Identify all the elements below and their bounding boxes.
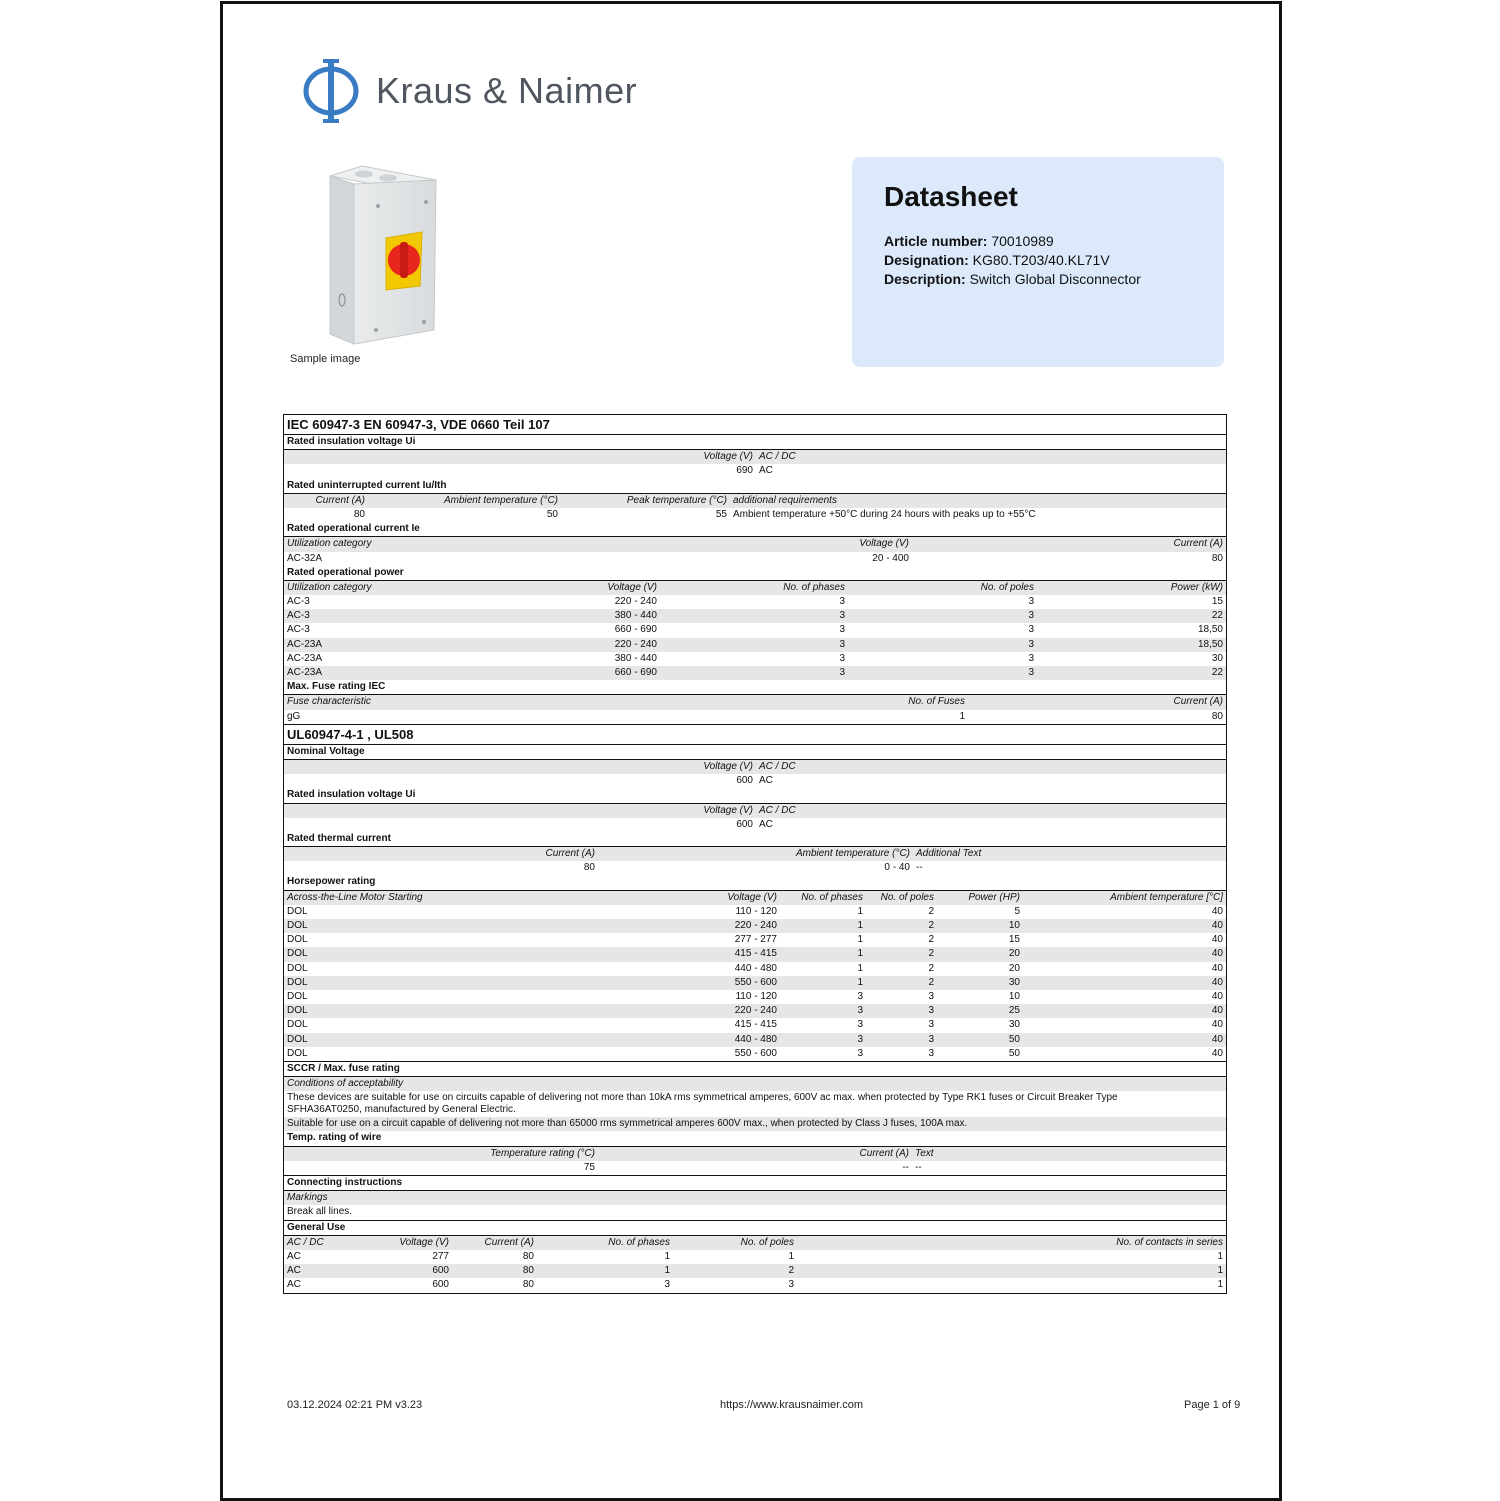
phi-logo-icon [302, 57, 360, 125]
table-cell: 2 [928, 920, 934, 931]
table-cell: AC / DC [759, 451, 796, 463]
table-cell: Horsepower rating [287, 876, 376, 888]
table-cell: 2 [928, 905, 934, 917]
table-row [284, 1091, 1226, 1117]
table-header [284, 760, 1226, 774]
table-cell: 40 [1211, 934, 1223, 946]
table-row [284, 1018, 1226, 1032]
table-cell: DOL [287, 948, 308, 960]
section-title [284, 745, 1226, 760]
table-cell: 690 [736, 465, 753, 477]
table-cell: Ambient temperature (°C) [443, 494, 558, 506]
table-cell: AC [287, 1250, 301, 1262]
table-row [284, 609, 1226, 623]
table-cell: 3 [1028, 638, 1034, 650]
table-cell: AC [759, 775, 773, 787]
table-cell: 5 [1014, 905, 1020, 917]
table-cell: 1 [857, 948, 863, 960]
table-cell: Ambient temperature [°C] [1110, 891, 1223, 903]
article-number [884, 233, 1054, 249]
table-row [284, 990, 1226, 1004]
table-cell: Max. Fuse rating IEC [287, 681, 386, 693]
table-header [284, 804, 1226, 818]
table-cell: Break all lines. [287, 1206, 353, 1218]
table-cell: 1 [788, 1250, 794, 1262]
section-title [284, 522, 1226, 537]
table-cell: Conditions of acceptability [287, 1078, 404, 1090]
table-cell: AC / DC [759, 804, 796, 816]
table-cell: These devices are suitable for use on circuits capable of delivering not more than 10kA rms symmetrical amperes, 600V ac max. when protected by Type RK1 fuses or Circuit Breaker Type SFHA36AT0250, manufactured by General Electric. [287, 1092, 1118, 1115]
table-cell: AC [287, 1265, 301, 1277]
table-cell: Across-the-Line Motor Starting [287, 891, 423, 903]
table-header [284, 891, 1226, 905]
table-cell: Voltage (V) [703, 760, 753, 772]
table-cell: Temperature rating (°C) [490, 1147, 595, 1159]
table-cell: DOL [287, 920, 308, 931]
table-row [284, 638, 1226, 652]
table-header [284, 1077, 1226, 1091]
table-row [284, 623, 1226, 637]
table-cell: DOL [287, 1033, 308, 1045]
table-cell: No. of poles [980, 581, 1034, 593]
table-cell: 1 [664, 1250, 670, 1262]
table-cell: -- [902, 1161, 909, 1173]
section-title [284, 875, 1226, 890]
table-cell: AC-3 [287, 596, 310, 608]
description-value: Switch Global Disconnector [969, 271, 1141, 287]
table-cell: 550 - 600 [734, 976, 777, 988]
table-cell: AC-32A [287, 552, 323, 564]
table-cell: Current (A) [1173, 538, 1223, 550]
table-cell: IEC 60947-3 EN 60947-3, VDE 0660 Teil 107 [287, 417, 550, 432]
table-cell: 40 [1211, 1033, 1223, 1045]
table-cell: 80 [353, 508, 365, 520]
table-row [284, 552, 1226, 566]
standard-title-ul [284, 725, 1226, 745]
table-row [284, 710, 1226, 725]
table-cell: 440 - 480 [734, 1033, 777, 1045]
description [884, 271, 1141, 287]
table-cell: Current (A) [545, 848, 595, 860]
table-cell: Additional Text [916, 848, 982, 860]
table-cell: 2 [928, 962, 934, 974]
table-cell: AC-23A [287, 667, 323, 678]
datasheet-box [852, 157, 1224, 367]
table-cell: Rated insulation voltage Ui [287, 436, 416, 447]
image-caption: Sample image [290, 353, 361, 365]
section-title [284, 1131, 1226, 1146]
table-cell: DOL [287, 934, 308, 946]
table-header [284, 1147, 1226, 1161]
table-cell: 20 - 400 [872, 552, 909, 564]
table-row [284, 976, 1226, 990]
table-cell: 3 [928, 1047, 934, 1059]
table-cell: 55 [715, 508, 727, 520]
table-cell: 40 [1211, 905, 1223, 917]
table-cell: Voltage (V) [859, 538, 909, 550]
table-cell: 3 [839, 638, 845, 650]
table-cell: 3 [839, 596, 845, 608]
table-cell: 1 [857, 920, 863, 931]
table-cell: 15 [1211, 596, 1223, 608]
table-cell: Voltage (V) [727, 891, 777, 903]
table-cell: 1 [857, 905, 863, 917]
table-cell: -- [916, 862, 923, 874]
table-header [284, 537, 1226, 551]
table-cell: 1 [1217, 1265, 1223, 1277]
footer-url-link[interactable]: https://www.krausnaimer.com [720, 1399, 864, 1411]
table-cell: AC [287, 1279, 301, 1291]
table-cell: 3 [1028, 652, 1034, 664]
table-cell: Markings [287, 1192, 328, 1204]
table-cell: AC-3 [287, 610, 310, 622]
table-cell: 0 - 40 [884, 862, 910, 874]
table-row [284, 774, 1226, 788]
table-row [284, 1264, 1226, 1278]
table-cell: AC / DC [287, 1236, 324, 1248]
table-cell: 3 [857, 990, 863, 1002]
table-cell: 3 [857, 1019, 863, 1031]
table-cell: AC-23A [287, 638, 323, 650]
table-cell: Current (A) [484, 1236, 534, 1248]
table-cell: Fuse characteristic [287, 696, 371, 708]
datasheet-title: Datasheet [884, 181, 1018, 212]
table-row [284, 861, 1226, 875]
table-cell: Voltage (V) [703, 804, 753, 816]
table-cell: 20 [1008, 948, 1020, 960]
table-row [284, 1278, 1226, 1292]
designation [884, 252, 1110, 268]
table-header [284, 847, 1226, 861]
table-row [284, 962, 1226, 976]
table-cell: 50 [1008, 1033, 1020, 1045]
table-cell: -- [915, 1161, 922, 1173]
table-cell: Rated thermal current [287, 832, 391, 844]
table-row [284, 1047, 1226, 1061]
table-cell: 415 - 415 [734, 948, 777, 960]
table-cell: 40 [1211, 962, 1223, 974]
table-cell: 15 [1008, 934, 1020, 946]
table-cell: 80 [522, 1250, 534, 1262]
table-cell: 22 [1211, 667, 1223, 678]
section-title [284, 1175, 1226, 1191]
table-cell: 30 [1008, 1019, 1020, 1031]
table-cell: Temp. rating of wire [287, 1132, 382, 1144]
table-cell: DOL [287, 905, 308, 917]
table-cell: 1 [857, 962, 863, 974]
table-cell: 10 [1008, 920, 1020, 931]
section-title [284, 479, 1226, 494]
table-cell: 3 [928, 1005, 934, 1017]
section-title [284, 566, 1226, 581]
table-cell: 40 [1211, 948, 1223, 960]
table-cell: Utilization category [287, 538, 372, 550]
table-cell: 3 [664, 1279, 670, 1291]
table-row [284, 818, 1226, 832]
table-cell: Voltage (V) [607, 581, 657, 593]
table-cell: 3 [839, 667, 845, 678]
table-cell: DOL [287, 1047, 308, 1059]
section-title [284, 1220, 1226, 1236]
table-cell: 40 [1211, 976, 1223, 988]
table-row [284, 947, 1226, 961]
table-cell: 1 [1217, 1279, 1223, 1291]
table-cell: 3 [928, 1033, 934, 1045]
table-cell: Voltage (V) [399, 1236, 449, 1248]
table-cell: 3 [1028, 610, 1034, 622]
standard-title-iec [284, 415, 1226, 435]
table-cell: No. of phases [801, 891, 863, 903]
table-cell: 1 [1217, 1250, 1223, 1262]
table-cell: 2 [788, 1265, 794, 1277]
table-cell: No. of phases [608, 1236, 670, 1248]
table-cell: 80 [522, 1265, 534, 1277]
table-cell: 660 - 690 [614, 667, 657, 678]
table-cell: AC / DC [759, 760, 796, 772]
table-cell: General Use [287, 1221, 346, 1233]
table-row [284, 666, 1226, 680]
table-cell: gG [287, 710, 301, 722]
table-cell: 18,50 [1197, 638, 1223, 650]
brand-logo [302, 57, 637, 125]
table-cell: 3 [857, 1033, 863, 1045]
table-cell: 80 [522, 1279, 534, 1291]
table-cell: 1 [857, 934, 863, 946]
table-row [284, 933, 1226, 947]
table-cell: 50 [1008, 1047, 1020, 1059]
table-cell: DOL [287, 962, 308, 974]
section-title [284, 1061, 1226, 1077]
article-value: 70010989 [991, 233, 1054, 249]
table-cell: 40 [1211, 1047, 1223, 1059]
article-label: Article number: [884, 233, 988, 249]
table-cell: No. of poles [740, 1236, 794, 1248]
table-cell: 600 [432, 1279, 449, 1291]
table-cell: 3 [788, 1279, 794, 1291]
table-cell: 1 [959, 710, 965, 722]
table-cell: No. of phases [783, 581, 845, 593]
table-cell: Current (A) [859, 1147, 909, 1159]
table-cell: 2 [928, 976, 934, 988]
table-cell: Current (A) [1173, 696, 1223, 708]
footer-page-number: Page 1 of 9 [1184, 1399, 1241, 1411]
table-cell: 415 - 415 [734, 1019, 777, 1031]
table-cell: 3 [928, 1019, 934, 1031]
table-row [284, 905, 1226, 919]
table-cell: 660 - 690 [614, 624, 657, 636]
table-cell: Text [915, 1147, 934, 1159]
product-image [326, 162, 438, 353]
table-cell: 220 - 240 [614, 638, 657, 650]
table-cell: 1 [857, 976, 863, 988]
table-row [284, 1033, 1226, 1047]
section-title [284, 435, 1226, 450]
table-cell: 550 - 600 [734, 1047, 777, 1059]
table-cell: 40 [1211, 990, 1223, 1002]
section-title [284, 680, 1226, 695]
table-cell: 600 [736, 775, 753, 787]
table-row [284, 464, 1226, 478]
table-row [284, 1117, 1226, 1131]
table-cell: Rated uninterrupted current Iu/Ith [287, 479, 447, 491]
table-cell: 25 [1008, 1005, 1020, 1017]
table-cell: 380 - 440 [614, 652, 657, 664]
designation-value: KG80.T203/40.KL71V [972, 252, 1110, 268]
table-cell: 80 [583, 862, 595, 874]
table-row [284, 508, 1226, 522]
table-cell: 1 [664, 1265, 670, 1277]
table-cell: Connecting instructions [287, 1177, 402, 1188]
table-header [284, 1236, 1226, 1250]
table-cell: DOL [287, 976, 308, 988]
table-cell: 600 [432, 1265, 449, 1277]
table-cell: Voltage (V) [703, 451, 753, 463]
table-cell: No. of poles [880, 891, 934, 903]
table-header [284, 1191, 1226, 1205]
table-cell: 3 [839, 610, 845, 622]
table-row [284, 652, 1226, 666]
table-row [284, 1205, 1226, 1219]
table-cell: 40 [1211, 920, 1223, 931]
table-cell: 2 [928, 934, 934, 946]
table-cell: 110 - 120 [735, 990, 777, 1002]
table-cell: 75 [583, 1161, 595, 1173]
table-cell: 10 [1008, 990, 1020, 1002]
table-cell: Ambient temperature (°C) [795, 848, 910, 860]
table-cell: 3 [1028, 596, 1034, 608]
table-cell: 30 [1008, 976, 1020, 988]
table-cell: 2 [928, 948, 934, 960]
table-cell: Utilization category [287, 581, 372, 593]
table-cell: 110 - 120 [735, 905, 777, 917]
table-cell: Peak temperature (°C) [626, 494, 727, 506]
table-cell: 80 [1211, 710, 1223, 722]
table-cell: AC [759, 818, 773, 830]
table-header [284, 695, 1226, 709]
table-row [284, 1250, 1226, 1264]
table-cell: Rated operational current Ie [287, 523, 420, 535]
table-row [284, 1004, 1226, 1018]
table-cell: 220 - 240 [614, 596, 657, 608]
table-cell: AC-3 [287, 624, 310, 636]
table-cell: AC-23A [287, 652, 323, 664]
table-cell: 3 [928, 990, 934, 1002]
table-header [284, 450, 1226, 464]
table-cell: Suitable for use on a circuit capable of delivering not more than 65000 rms symmetrical amperes 600V max., when protected by Class J fuses, 100A max. [287, 1118, 968, 1130]
table-cell: 440 - 480 [734, 962, 777, 974]
table-cell: 50 [546, 508, 558, 520]
table-cell: 380 - 440 [614, 610, 657, 622]
table-cell: 277 [432, 1250, 449, 1262]
table-cell: additional requirements [733, 494, 837, 506]
table-cell: Current (A) [315, 494, 365, 506]
table-cell: SCCR / Max. fuse rating [287, 1062, 400, 1074]
table-cell: Rated insulation voltage Ui [287, 789, 416, 801]
table-cell: 277 - 277 [734, 934, 777, 946]
section-title [284, 788, 1226, 803]
table-cell: 3 [857, 1005, 863, 1017]
section-title [284, 832, 1226, 847]
table-row [284, 595, 1226, 609]
table-cell: UL60947-4-1 , UL508 [287, 726, 414, 742]
table-cell: 3 [1028, 667, 1034, 678]
table-cell: 40 [1211, 1019, 1223, 1031]
table-cell: AC [759, 465, 773, 477]
table-cell: 3 [1028, 624, 1034, 636]
table-cell: 600 [736, 818, 753, 830]
brand-name: Kraus & Naimer [376, 70, 638, 111]
table-cell: Rated operational power [287, 566, 404, 578]
table-cell: DOL [287, 990, 308, 1002]
table-cell: 220 - 240 [734, 1005, 777, 1017]
table-cell: 3 [857, 1047, 863, 1059]
table-header [284, 581, 1226, 595]
table-cell: 22 [1211, 610, 1223, 622]
footer-date: 03.12.2024 02:21 PM v3.23 [287, 1399, 423, 1411]
table-cell: 20 [1008, 962, 1020, 974]
designation-label: Designation: [884, 252, 969, 268]
table-cell: DOL [287, 1019, 308, 1031]
table-cell: Power (kW) [1170, 581, 1223, 593]
table-cell: 3 [839, 624, 845, 636]
table-cell: No. of Fuses [908, 696, 965, 708]
table-cell: 3 [839, 652, 845, 664]
table-row [284, 1161, 1226, 1175]
table-cell: 30 [1211, 652, 1223, 664]
table-cell: Ambient temperature +50°C during 24 hours with peaks up to +55°C [733, 508, 1036, 520]
table-cell: No. of contacts in series [1116, 1236, 1223, 1248]
table-cell: 18,50 [1197, 624, 1223, 636]
table-row [284, 919, 1226, 933]
table-cell: 40 [1211, 1005, 1223, 1017]
table-cell: 220 - 240 [734, 920, 777, 931]
description-label: Description: [884, 271, 966, 287]
table-cell: Nominal Voltage [287, 745, 365, 757]
table-cell: 80 [1211, 552, 1223, 564]
table-cell: Power (HP) [968, 891, 1020, 903]
spec-table [283, 414, 1227, 1294]
table-header [284, 494, 1226, 508]
table-cell: DOL [287, 1005, 308, 1017]
